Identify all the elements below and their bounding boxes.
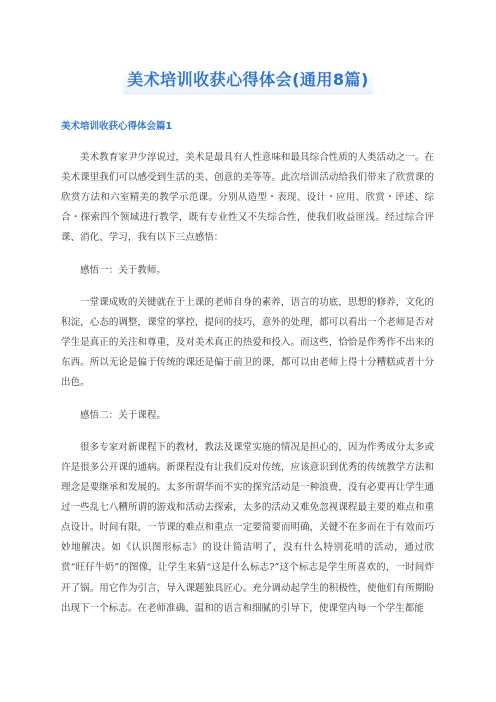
intro-paragraph: 美术教育家尹少淳说过，美术是最具有人性意味和最具综合性质的人类活动之一。在美术课里我们可以感受到生活的美、创意的美等等。此次培训活动给我们带来了欣赏课的欣赏方法和六室精美的教学示范课。分别从造型・表现、设计・应用、欣赏・评述、综合・探索四个领域进行教学，既有专业性又不失综合性，使我们收益匪浅。经过综合评课、消化、学习，我有以下三点感悟：	[61, 152, 434, 244]
insight-two-heading: 感悟二：关于课程。	[80, 409, 166, 421]
document-title: 美术培训收获心得体会(通用8篇)	[123, 67, 373, 94]
title-container	[0, 67, 496, 94]
insight-one-heading: 感悟一：关于教师。	[80, 264, 166, 276]
section-heading: 美术培训收获心得体会篇1	[61, 121, 173, 132]
teacher-paragraph: 一堂课成败的关键就在于上课的老师自身的素养，语言的功底，思想的修养，文化的积淀，心态的调整，课堂的掌控，提问的技巧，意外的处理，都可以看出一个老师是否对学生是真正的关注和尊重，及对美术真正的热爱和投入。而这些，恰恰是作秀作不出来的东西。所以无论是偏于传统的课还是偏于前卫的课，都可以由老师上得十分糟糕或者十分出色。	[61, 296, 434, 389]
document-body	[61, 148, 434, 631]
course-paragraph: 很多专家对新课程下的教材，教法及课堂实施的情况是担心的，因为作秀成分太多或许是很多公开课的通病。新课程没有让我们反对传统，应该意识到优秀的传统教学方法和理念是要继承和发展的。太多所谓华而不实的探究活动是一种浪费，没有必要再让学生通过一些乱七八糟所谓的游戏和活动去探索，太多的活动又难免忽视课程最主要的难点和重点设计。时间有限，一节课的难点和重点一定要简要而明确，关键不在多而在于有效而巧妙地解决。如《认识图形标志》的设计简洁明了，没有什么特别花哨的活动，通过欣赏“旺仔牛奶”的图像，让学生来猜“这是什么标志?”这个标志是学生所喜欢的，一时间炸开了锅。用它作为引言，导入课题独具匠心。充分调动起学生的积极性，使他们有所期盼出现下一个标志。在老师准确、温和的语言和细腻的引导下，使课堂内每一个学生都能	[61, 441, 434, 614]
